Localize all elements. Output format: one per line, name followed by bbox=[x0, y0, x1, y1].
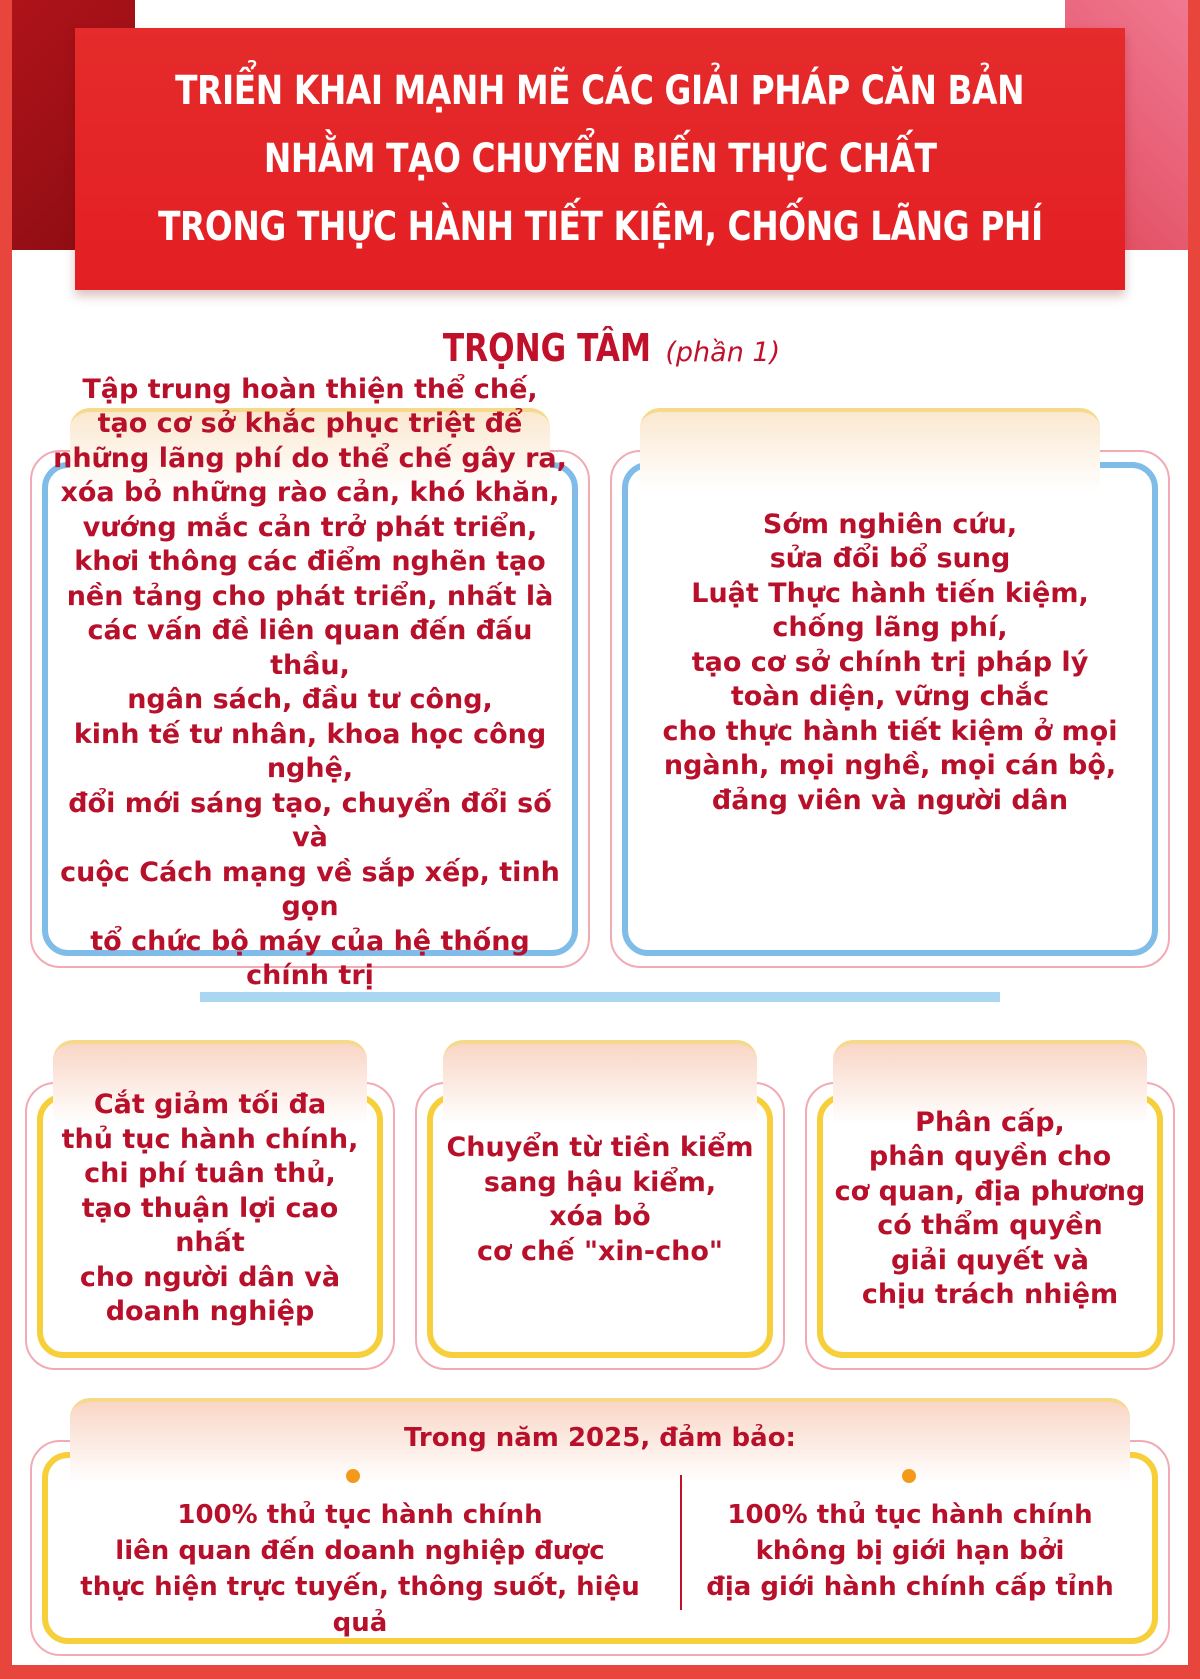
card-line: Cắt giảm tối đa bbox=[93, 1089, 327, 1121]
card-line: xóa bỏ bbox=[549, 1201, 651, 1232]
section-subtitle: (phần 1) bbox=[665, 337, 781, 368]
card-text bbox=[630, 478, 1150, 848]
card-line: tổ chức bộ máy của hệ thống chính trị bbox=[90, 925, 530, 991]
card-line: vướng mắc cản trở phát triển, bbox=[82, 511, 538, 543]
card-line: nền tảng cho phát triển, nhất là bbox=[66, 580, 554, 612]
card-line: phân quyền cho bbox=[868, 1141, 1112, 1172]
card-line: thủ tục hành chính, bbox=[61, 1123, 359, 1155]
card-text bbox=[45, 1088, 375, 1330]
target-right-line: địa giới hành chính cấp tỉnh bbox=[706, 1572, 1114, 1602]
targets-title: Trong năm 2025, đảm bảo: bbox=[404, 1422, 796, 1453]
card-text bbox=[435, 1100, 765, 1300]
focus-card-decentralization bbox=[805, 1040, 1175, 1370]
banner-line-1: TRIỂN KHAI MẠNH MẼ CÁC GIẢI PHÁP CĂN BẢN bbox=[175, 68, 1025, 114]
focus-card-institutions bbox=[30, 373, 590, 991]
focus-card-procedures bbox=[25, 1040, 395, 1370]
focus-card-law bbox=[610, 408, 1170, 968]
banner-line-2: NHẰM TẠO CHUYỂN BIẾN THỰC CHẤT bbox=[263, 136, 937, 182]
targets-title-wrap bbox=[50, 1418, 1150, 1458]
card-text bbox=[50, 373, 570, 991]
target-right-line: 100% thủ tục hành chính bbox=[727, 1500, 1093, 1530]
card-line: Luật Thực hành tiến kiệm, bbox=[691, 577, 1089, 609]
section-heading bbox=[0, 326, 1200, 370]
card-line: doanh nghiệp bbox=[105, 1296, 315, 1328]
card-text bbox=[825, 1088, 1155, 1330]
target-left bbox=[60, 1497, 660, 1641]
bullet-dot-icon bbox=[902, 1469, 916, 1483]
card-line: sửa đổi bổ sung bbox=[769, 543, 1011, 575]
card-line: giải quyết và bbox=[890, 1244, 1090, 1276]
card-line: cuộc Cách mạng về sắp xếp, tinh gọn bbox=[60, 856, 560, 922]
target-left-line: liên quan đến doanh nghiệp được bbox=[115, 1536, 605, 1566]
bullet-dot-icon bbox=[346, 1469, 360, 1483]
card-line: tạo cơ sở khắc phục triệt để bbox=[97, 408, 523, 439]
card-line: đổi mới sáng tạo, chuyển đổi số và bbox=[68, 787, 552, 853]
card-line: Sớm nghiên cứu, bbox=[762, 508, 1018, 540]
card-line: ngân sách, đầu tư công, bbox=[127, 684, 493, 715]
card-line: tạo thuận lợi cao nhất bbox=[81, 1192, 339, 1259]
card-line: Phân cấp, bbox=[915, 1106, 1065, 1138]
card-line: khơi thông các điểm nghẽn tạo bbox=[74, 546, 546, 577]
card-line: Tập trung hoàn thiện thể chế, bbox=[82, 373, 538, 405]
section-title: TRỌNG TÂM bbox=[442, 326, 651, 370]
card-line: đảng viên và người dân bbox=[711, 784, 1069, 816]
banner-line-3: TRONG THỰC HÀNH TIẾT KIỆM, CHỐNG LÃNG PHÍ bbox=[157, 204, 1043, 250]
card-line: xóa bỏ những rào cản, khó khăn, bbox=[60, 477, 560, 508]
focus-card-post-inspection bbox=[415, 1040, 785, 1370]
card-line: chi phí tuân thủ, bbox=[84, 1158, 336, 1190]
card-line: cho thực hành tiết kiệm ở mọi bbox=[662, 715, 1118, 747]
section-divider bbox=[200, 992, 1000, 1002]
card-line: tạo cơ sở chính trị pháp lý bbox=[691, 646, 1089, 678]
card-line: cơ chế "xin-cho" bbox=[477, 1235, 723, 1267]
card-line: các vấn đề liên quan đến đấu thầu, bbox=[87, 615, 533, 681]
card-line: chống lãng phí, bbox=[772, 612, 1008, 644]
card-line: sang hậu kiểm, bbox=[483, 1166, 717, 1198]
target-left-line: thực hiện trực tuyến, thông suốt, hiệu quả bbox=[80, 1572, 640, 1638]
title-banner bbox=[75, 28, 1125, 290]
target-right-line: không bị giới hạn bởi bbox=[755, 1536, 1065, 1566]
target-left-line: 100% thủ tục hành chính bbox=[177, 1500, 543, 1530]
card-line: kinh tế tư nhân, khoa học công nghệ, bbox=[73, 718, 547, 784]
column-separator bbox=[680, 1475, 682, 1610]
card-line: toàn diện, vững chắc bbox=[730, 681, 1050, 713]
card-line: cơ quan, địa phương bbox=[834, 1175, 1146, 1207]
card-line: những lãng phí do thể chế gây ra, bbox=[53, 442, 567, 474]
card-line: cho người dân và bbox=[79, 1261, 341, 1293]
card-line: chịu trách nhiệm bbox=[861, 1279, 1119, 1310]
card-line: ngành, mọi nghề, mọi cán bộ, bbox=[663, 750, 1117, 782]
card-line: Chuyển từ tiền kiểm bbox=[446, 1132, 754, 1163]
target-right bbox=[700, 1497, 1120, 1605]
card-line: có thẩm quyền bbox=[877, 1210, 1103, 1241]
